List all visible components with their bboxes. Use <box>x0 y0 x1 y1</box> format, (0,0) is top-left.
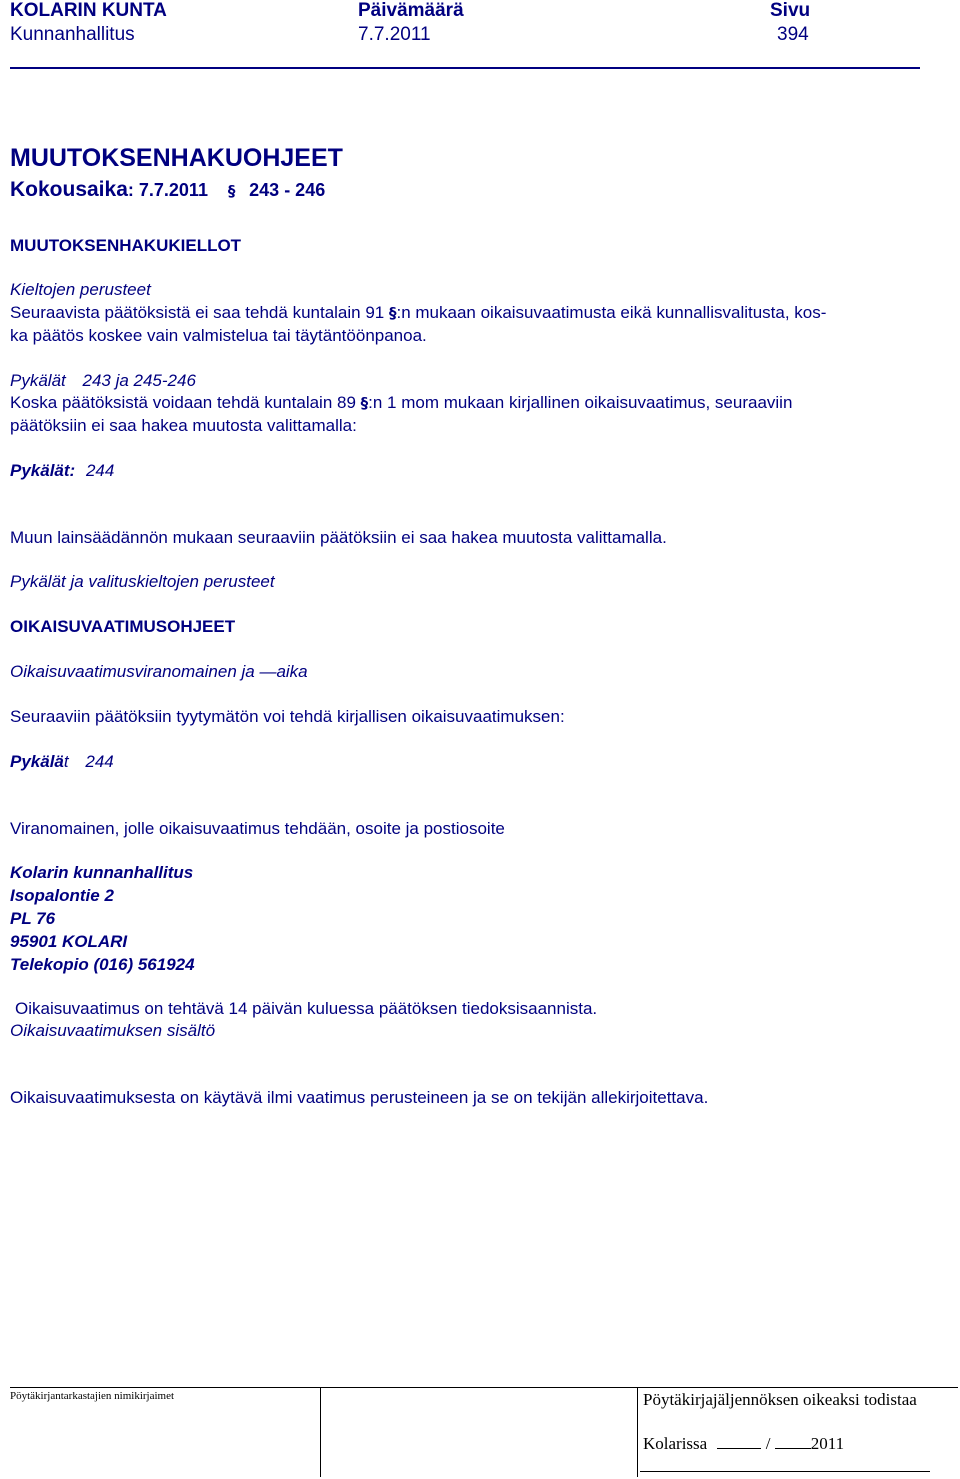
authority-label: Oikaisuvaatimusviranomainen ja —aika <box>10 662 308 681</box>
date-label: Päivämäärä <box>358 0 464 21</box>
address-line-4: 95901 KOLARI <box>10 932 128 951</box>
p2-line <box>10 460 114 482</box>
section-sign-3: § <box>360 394 369 412</box>
deadline-text: Oikaisuvaatimus on tehtävä 14 päivän kuluessa päätöksen tiedoksisaannista. <box>15 999 598 1018</box>
other-law-label: Pykälät ja valituskieltojen perusteet <box>10 572 275 591</box>
p3-label-a: Pykälä <box>10 752 64 771</box>
content-text: Oikaisuvaatimuksesta on käytävä ilmi vaatimus perusteineen ja se on tekijän allekirjoitettava. <box>10 1088 709 1107</box>
p1-text-line-1 <box>10 392 792 414</box>
footer-sep: / <box>765 1434 771 1453</box>
bans-text-1a: Seuraavista päätöksistä ei saa tehdä kuntalain 91 <box>10 303 385 322</box>
signature-line[interactable] <box>640 1471 930 1472</box>
p2-value: 244 <box>85 461 115 480</box>
footer-certify-label: Pöytäkirjajäljennöksen oikeaksi todistaa <box>643 1390 917 1409</box>
bans-text-line-2: ka päätös koskee vain valmistelua tai täytäntöönpanoa. <box>10 326 427 345</box>
rectification-heading: OIKAISUVAATIMUSOHJEET <box>10 617 236 636</box>
p3-value: 244 <box>85 752 114 771</box>
bans-text-line-1 <box>10 302 826 324</box>
footer-rule-right <box>320 1387 958 1388</box>
footer-rule-left <box>10 1387 320 1388</box>
meeting-label: Kokousaika <box>10 178 128 201</box>
footer-checkers-label: Pöytäkirjantarkastajien nimikirjaimet <box>10 1390 175 1402</box>
p1-label: Pykälät <box>10 371 66 390</box>
meeting-line <box>10 176 325 205</box>
p1-line <box>10 370 196 392</box>
page-number: 394 <box>777 24 809 45</box>
bans-heading: MUUTOKSENHAKUKIELLOT <box>10 236 242 255</box>
p1-text-1a: Koska päätöksistä voidaan tehdä kuntalain 89 <box>10 393 356 412</box>
section-sign-1: § <box>227 182 236 200</box>
date-value: 7.7.2011 <box>358 24 431 45</box>
header-rule <box>10 67 920 69</box>
footer-place-date <box>643 1433 844 1455</box>
meeting-date: : 7.7.2011 <box>127 180 208 200</box>
authority-text: Seuraaviin päätöksiin tyytymätön voi tehdä kirjallisen oikaisuvaatimuksen: <box>10 707 565 726</box>
p1-value: 243 ja 245-246 <box>82 371 196 390</box>
bans-text-1b: :n mukaan oikaisuvaatimusta eikä kunnallisvalitusta, kos- <box>396 303 827 322</box>
body-name: Kunnanhallitus <box>10 24 135 45</box>
p3-label-b: t <box>63 752 69 771</box>
footer-divider-2 <box>637 1387 638 1477</box>
footer-divider-1 <box>320 1387 321 1477</box>
page-label: Sivu <box>770 0 811 21</box>
address-line-2: Isopalontie 2 <box>10 886 114 905</box>
bans-basis-label: Kieltojen perusteet <box>10 280 151 299</box>
page-title: MUUTOKSENHAKUOHJEET <box>10 144 343 172</box>
month-blank[interactable] <box>775 1433 811 1449</box>
address-label: Viranomainen, jolle oikaisuvaatimus tehdään, osoite ja postiosoite <box>10 819 505 838</box>
p1-text-1b: :n 1 mom mukaan kirjallinen oikaisuvaatimus, seuraaviin <box>368 393 793 412</box>
address-line-5: Telekopio (016) 561924 <box>10 955 195 974</box>
footer-year: 2011 <box>810 1434 845 1453</box>
p1-text-line-2: päätöksiin ei saa hakea muutosta valittamalla: <box>10 416 357 435</box>
day-blank[interactable] <box>717 1433 761 1449</box>
p3-line <box>10 751 114 773</box>
p2-label: Pykälät: <box>10 461 76 480</box>
org-name: KOLARIN KUNTA <box>10 0 167 21</box>
address-line-1: Kolarin kunnanhallitus <box>10 863 194 882</box>
content-label: Oikaisuvaatimuksen sisältö <box>10 1021 216 1040</box>
footer-place: Kolarissa <box>643 1434 708 1453</box>
address-line-3: PL 76 <box>10 909 56 928</box>
other-law-text: Muun lainsäädännön mukaan seuraaviin päätöksiin ei saa hakea muutosta valittamalla. <box>10 528 667 547</box>
sections-range: 243 - 246 <box>249 180 326 200</box>
section-sign-2: § <box>388 304 397 322</box>
